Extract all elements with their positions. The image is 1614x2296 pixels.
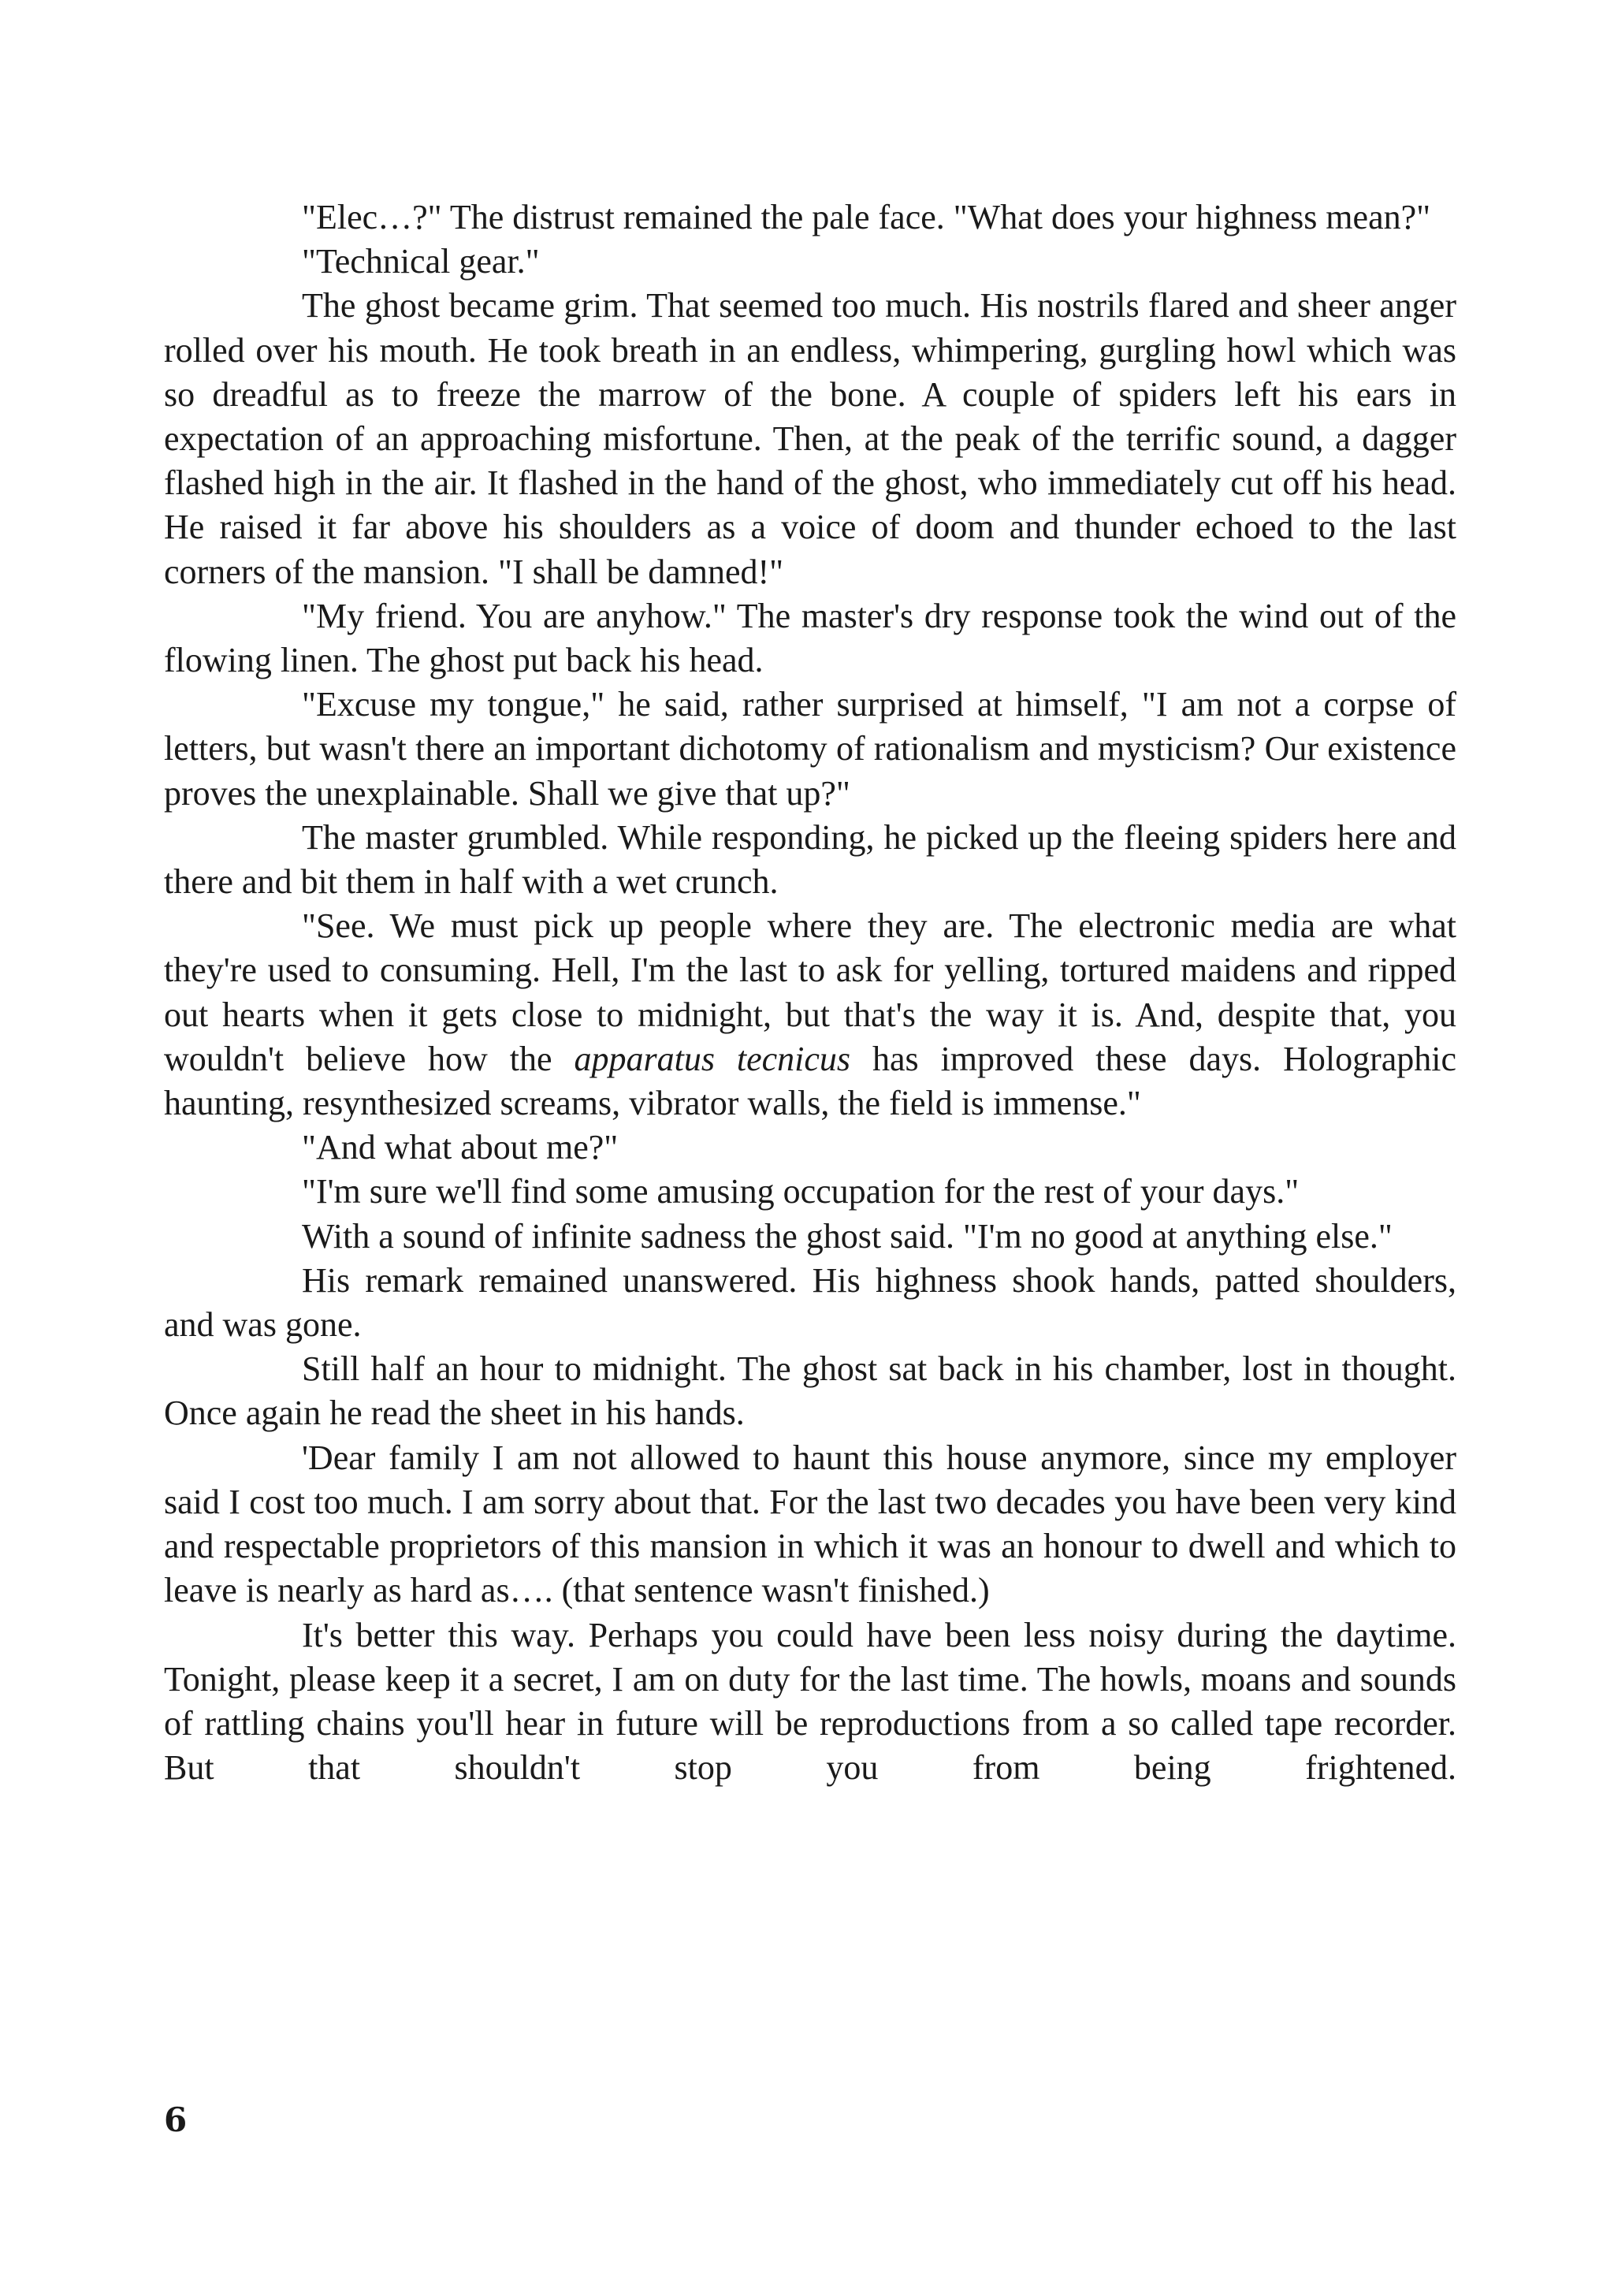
paragraph: It's better this way. Perhaps you could have been less noisy during the daytime. Tonight, please keep it a secret, I am on duty for the last time. The howls, moans and sounds of rattling chains you'll hear in future will be reproductions from a so called tape recorder. But that shouldn't stop you from being frightened. (164, 1615, 1456, 1788)
paragraph: "And what about me?" (302, 1128, 619, 1167)
paragraph: 'Dear family I am not allowed to haunt this house anymore, since my employer said I cost too much. I am sorry about that. For the last two decades you have been very kind and respectable proprietors of this mansion in which it was an honour to dwell and which to leave is nearly as hard as…. (that sentence wasn't finished.) (164, 1438, 1456, 1610)
paragraph: Still half an hour to midnight. The ghost sat back in his chamber, lost in thought. Once again he read the sheet in his hands. (164, 1349, 1456, 1433)
paragraph (164, 904, 1456, 1126)
paragraph: The ghost became grim. That seemed too much. His nostrils flared and sheer anger rolled over his mouth. He took breath in an endless, whimpering, gurgling howl which was so dreadful as to freeze the marrow of the bone. A couple of spiders left his ears in expectation of an approaching misfortune. Then, at the peak of the terrific sound, a dagger flashed high in the air. It flashed in the hand of the ghost, who immediately cut off his head. He raised it far above his shoulders as a voice of doom and thunder echoed to the last corners of the mansion. "I shall be damned!" (164, 286, 1456, 591)
paragraph: With a sound of infinite sadness the ghost said. "I'm no good at anything else." (302, 1216, 1393, 1256)
paragraph: "My friend. You are anyhow." The master's dry response took the wind out of the flowing linen. The ghost put back his head. (164, 596, 1456, 680)
page-number: 6 (164, 2101, 188, 2139)
italic-term: apparatus tecnicus (574, 1039, 851, 1078)
body-text (164, 195, 1456, 1790)
paragraph: "I'm sure we'll find some amusing occupation for the rest of your days." (302, 1172, 1300, 1211)
paragraph-text: has improved these days. Holographic haunting, resynthesized screams, vibrator walls, the field is immense." (164, 1039, 1457, 1123)
paragraph-text: "See. We must pick up people where they are. The electronic media are what they're used to consuming. Hell, I'm the last to ask for yelling, tortured maidens and ripped out hearts when it gets close to midnight, but that's the way it is. And, despite that, you wouldn't believe how the (164, 906, 1456, 1078)
paragraph: "Technical gear." (302, 242, 540, 281)
paragraph: "Excuse my tongue," he said, rather surprised at himself, "I am not a corpse of letters, but wasn't there an important dichotomy of rationalism and mysticism? Our existence proves the unexplainable. Shall we give that up?" (164, 685, 1456, 813)
paragraph: "Elec…?" The distrust remained the pale face. "What does your highness mean?" (302, 198, 1431, 236)
paragraph: The master grumbled. While responding, he picked up the fleeing spiders here and there and bit them in half with a wet crunch. (164, 817, 1456, 902)
paragraph: His remark remained unanswered. His highness shook hands, patted shoulders, and was gone. (164, 1260, 1456, 1345)
